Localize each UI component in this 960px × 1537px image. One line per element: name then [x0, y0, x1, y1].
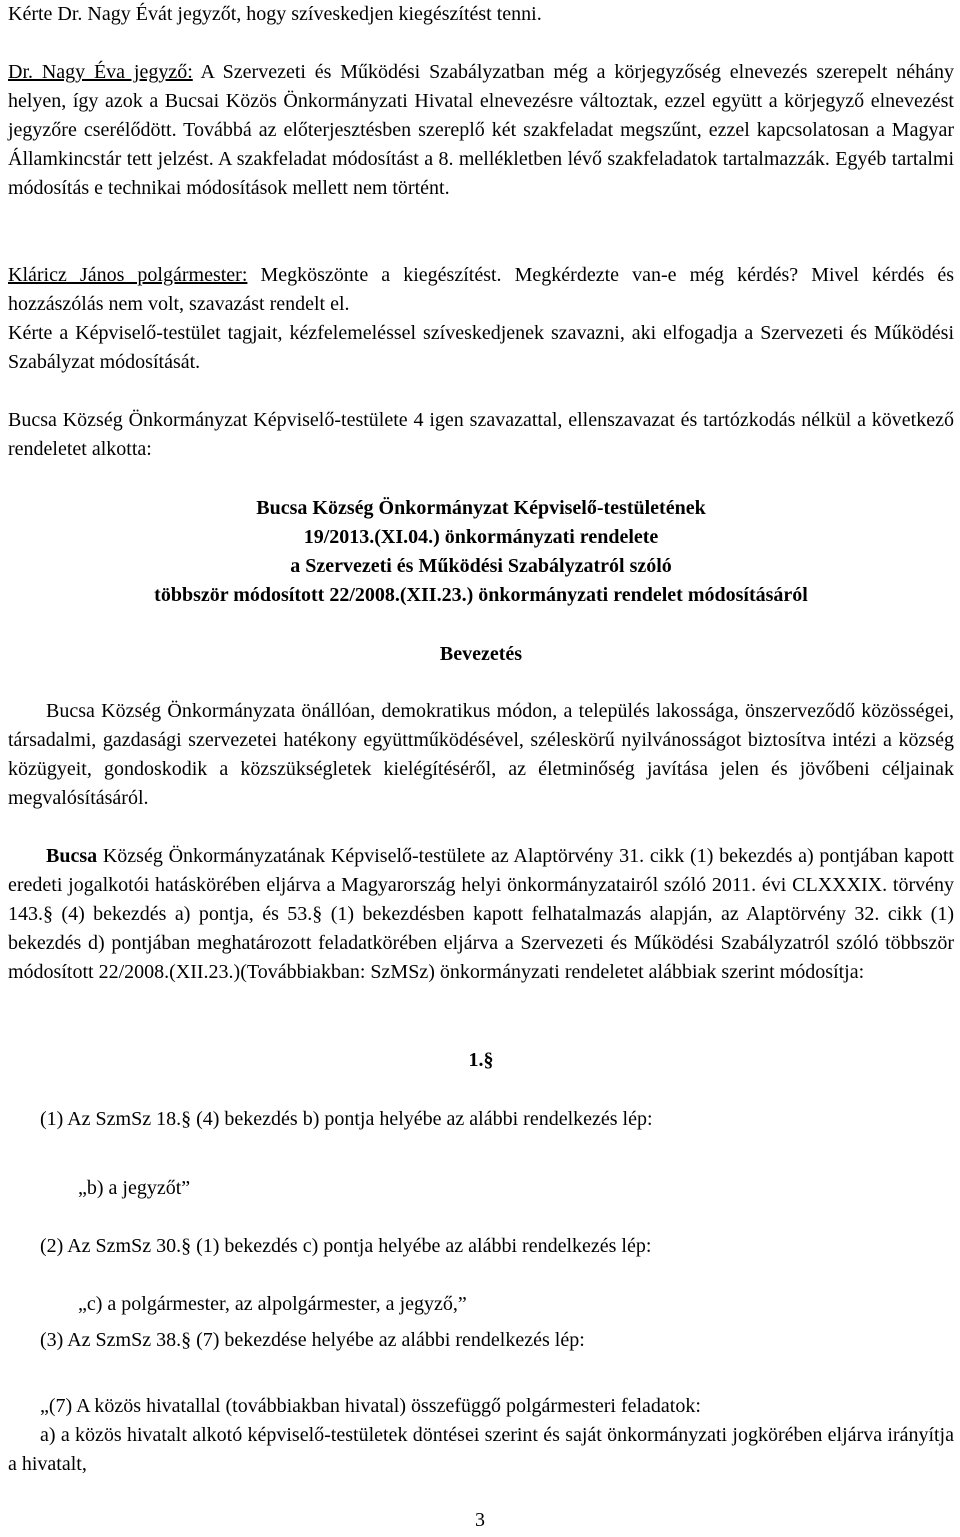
vote-request: Kérte a Képviselő-testület tagjait, kézfelemeléssel szíveskedjenek szavazni, aki elfogadja a Szervezeti és Működési Szabályzat módosítását. [8, 322, 954, 373]
amendment-quote-3-item-a: a) a közös hivatalt alkotó képviselő-testületek döntései szerint és saját önkormányzati jogkörében eljárva irányítja a hivatalt, [8, 1424, 954, 1475]
amendment-item-2: (2) Az SzmSz 30.§ (1) bekezdés c) pontja helyébe az alábbi rendelkezés lép: [40, 1235, 652, 1257]
notary-statement-text: A Szervezeti és Működési Szabályzatban még a körjegyzőség elnevezés szerepelt néhány helyen, így azok a Bucsai Közös Önkormányzati Hivatal elnevezésre változtak, ezzel együtt a körjegyző elnevezést jegyzőre cserélődött. Továbbá az előterjesztésben szereplő két szakfeladat megszűnt, ezzel kapcsolatosan a Magyar Államkincstár tett jelzést. A szakfeladat módosítást a 8. mellékletben lévő szakfeladatok tartalmazzák. Egyéb tartalmi módosítás e technikai módosítások mellett nem történt. [8, 61, 954, 199]
speaker-mayor: Kláricz János polgármester: [8, 264, 248, 286]
decree-heading-line4: többször módosított 22/2008.(XII.23.) önkormányzati rendelet módosításáról [154, 584, 808, 606]
amendment-quote-1: „b) a jegyzőt” [78, 1177, 191, 1199]
mayor-statement [8, 261, 954, 319]
amendment-item-3: (3) Az SzmSz 38.§ (7) bekezdése helyébe az alábbi rendelkezés lép: [40, 1329, 585, 1351]
amendment-quote-2: „c) a polgármester, az alpolgármester, a jegyző,” [78, 1293, 467, 1315]
decree-heading-line1: Bucsa Község Önkormányzat Képviselő-testületének [256, 497, 706, 519]
introduction-title: Bevezetés [439, 643, 523, 665]
municipality-name: Bucsa [46, 845, 98, 867]
introduction-paragraph-1: Bucsa Község Önkormányzata önállóan, demokratikus módon, a település lakossága, önszerveződő közösségei, társadalmi, gazdasági szervezetei hatékony együttműködésével, széleskörű nyilvánosságot biztosítva intézi a község közügyeit, gondoskodik a közszükségletek kielégítéséről, az életminőség javítása jelen és jövőbeni céljainak megvalósításáról. [8, 700, 954, 809]
decree-heading-line2: 19/2013.(XI.04.) önkormányzati rendelete [303, 526, 659, 548]
section-1-title: 1.§ [468, 1049, 494, 1071]
intro-request: Kérte Dr. Nagy Évát jegyzőt, hogy szíveskedjen kiegészítést tenni. [8, 3, 542, 25]
vote-result: Bucsa Község Önkormányzat Képviselő-testülete 4 igen szavazattal, ellenszavazat és tartózkodás nélkül a következő rendeletet alkotta: [8, 409, 954, 460]
speaker-notary: Dr. Nagy Éva jegyző: [8, 61, 193, 83]
amendment-quote-3: „(7) A közös hivatallal (továbbiakban hivatal) összefüggő polgármesteri feladatok: [40, 1395, 701, 1417]
page-number: 3 [475, 1509, 485, 1531]
mayor-statement-text: Megköszönte a kiegészítést. Megkérdezte van-e még kérdés? Mivel kérdés és hozzászólás nem volt, szavazást rendelt el. [8, 264, 954, 315]
introduction-paragraph-2-text: Község Önkormányzatának Képviselő-testülete az Alaptörvény 31. cikk (1) bekezdés a) pontjában kapott eredeti jogalkotói hatáskörében eljárva a Magyarország helyi önkormányzatairól szóló 2011. évi CLXXXIX. törvény 143.§ (4) bekezdés a) pontja, és 53.§ (1) bekezdésben kapott felhatalmazás alapján, az Alaptörvény 32. cikk (1) bekezdés d) pontjában meghatározott feladatkörében eljárva a Szervezeti és Működési Szabályzatról szóló többször módosított 22/2008.(XII.23.)(Továbbiakban: SzMSz) önkormányzati rendeletet alábbiak szerint módosítja: [8, 845, 954, 983]
introduction-paragraph-2 [8, 842, 954, 987]
decree-heading-line3: a Szervezeti és Működési Szabályzatról szóló [290, 555, 672, 577]
decree-heading [8, 494, 954, 610]
amendment-item-1: (1) Az SzmSz 18.§ (4) bekezdés b) pontja helyébe az alábbi rendelkezés lép: [40, 1108, 653, 1130]
notary-statement [8, 58, 954, 203]
